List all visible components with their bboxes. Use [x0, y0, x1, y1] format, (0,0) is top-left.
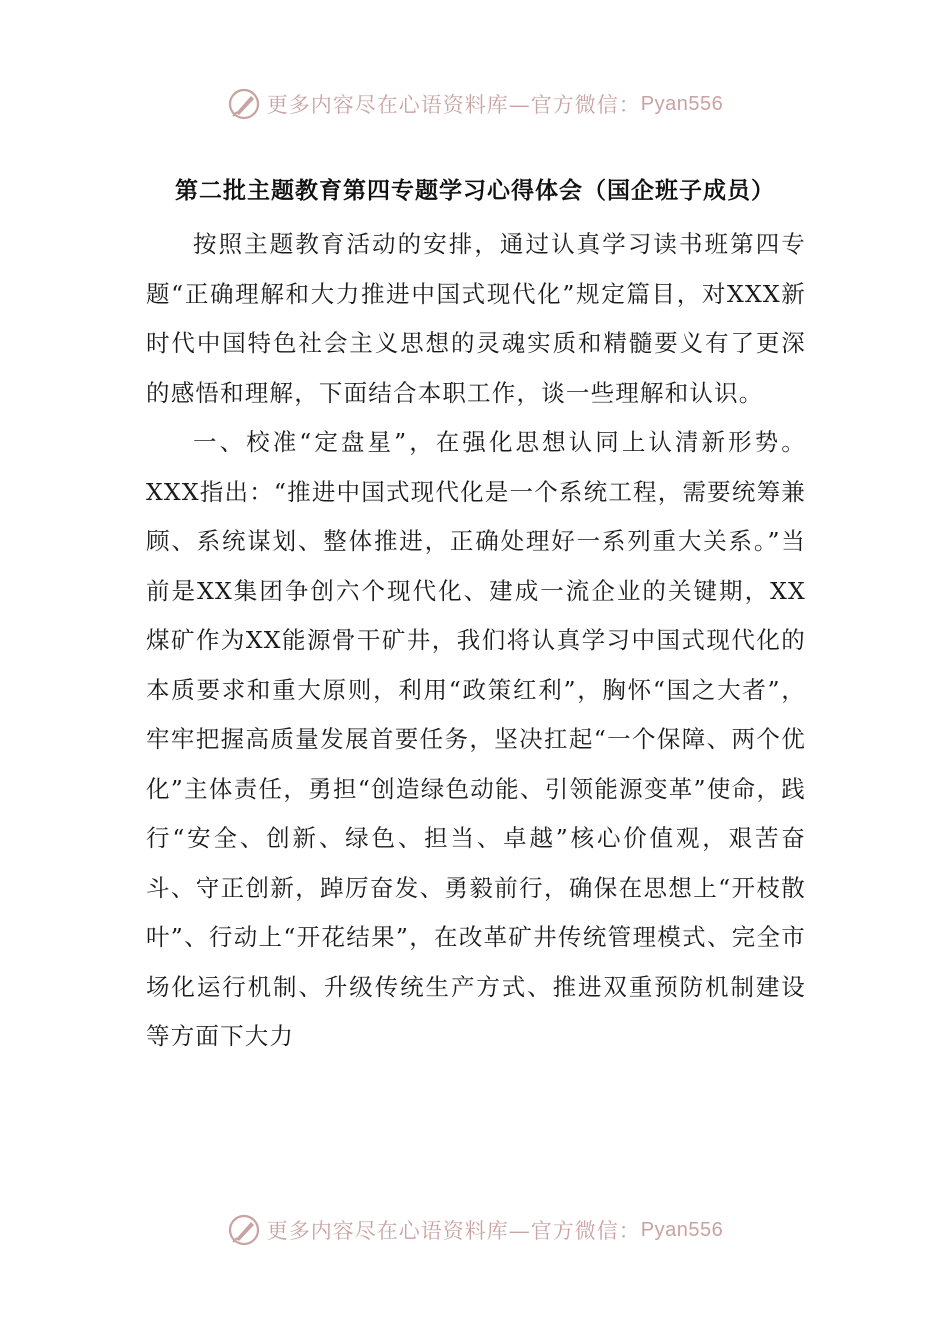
watermark-banner-top — [0, 84, 950, 124]
paragraph-section-1: 一、校准“定盘星”，在强化思想认同上认清新形势。XXX指出：“推进中国式现代化是一个系统工程，需要统筹兼顾、系统谋划、整体推进，正确处理好一系列重大关系。”当前是XX集团争创六个现代化、建成一流企业的关键期，XX煤矿作为XX能源骨干矿井，我们将认真学习中国式现代化的本质要求和重大原则，利用“政策红利”，胸怀“国之大者”，牢牢把握高质量发展首要任务，坚决扛起“一个保障、两个优化”主体责任，勇担“创造绿色动能、引领能源变革”使命，践行“安全、创新、绿色、担当、卓越”核心价值观，艰苦奋斗、守正创新，踔厉奋发、勇毅前行，确保在思想上“开枝散叶”、行动上“开花结果”，在改革矿井传统管理模式、完全市场化运行机制、升级传统生产方式、推进双重预防机制建设等方面下大力 — [146, 428, 806, 1050]
pen-circle-logo-icon — [227, 1213, 261, 1247]
watermark-wechat-id: Pyan556 — [640, 1218, 724, 1241]
watermark-text: 更多内容尽在心语资料库—官方微信： — [266, 93, 641, 117]
watermark-banner-bottom — [0, 1210, 950, 1250]
document-title: 第二批主题教育第四专题学习心得体会（国企班子成员） — [175, 177, 775, 204]
pen-circle-logo-icon — [227, 87, 261, 121]
watermark-wechat-id: Pyan556 — [640, 92, 724, 115]
document-body — [146, 220, 806, 1062]
paragraph-intro: 按照主题教育活动的安排，通过认真学习读书班第四专题“正确理解和大力推进中国式现代化”规定篇目，对XXX新时代中国特色社会主义思想的灵魂实质和精髓要义有了更深的感悟和理解，下面结合本职工作，谈一些理解和认识。 — [146, 230, 806, 407]
watermark-text: 更多内容尽在心语资料库—官方微信： — [266, 1219, 641, 1243]
